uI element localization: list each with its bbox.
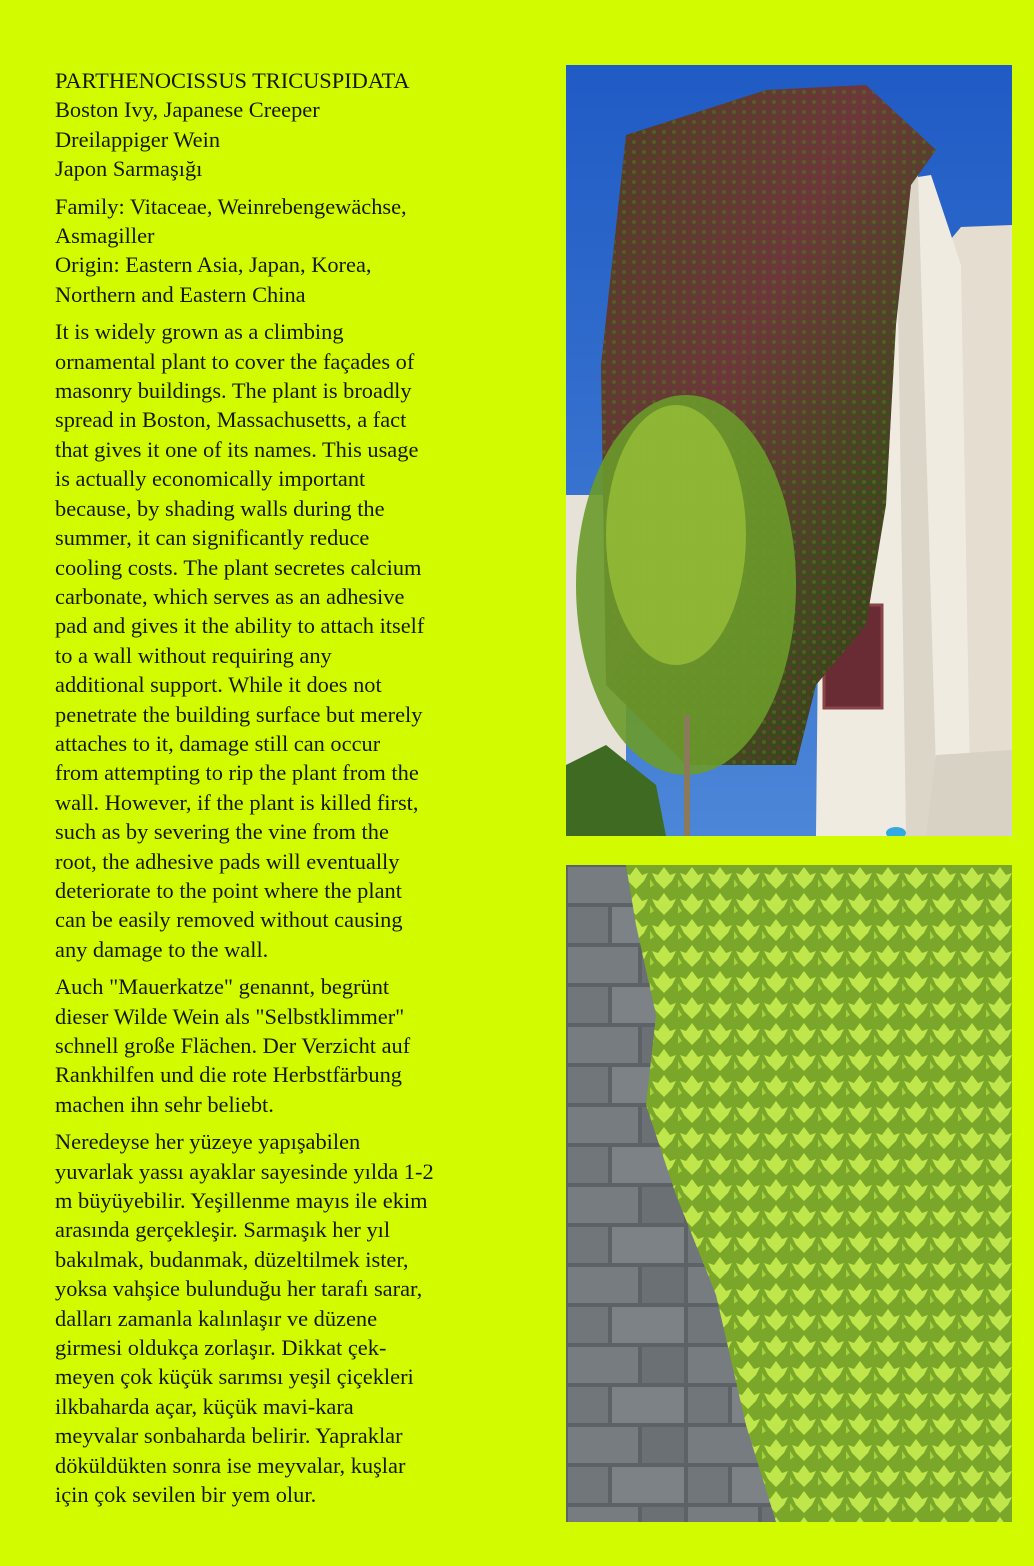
- turkish-paragraph-line: yoksa vahşice bulunduğu her tarafı sarar,: [55, 1276, 423, 1302]
- english-paragraph-line: to a wall without requiring any: [55, 642, 332, 668]
- english-paragraph-line: is actually economically important: [55, 466, 366, 492]
- german-name: Dreilappiger Wein: [55, 126, 221, 152]
- english-paragraph-line: because, by shading walls during the: [55, 495, 385, 521]
- english-paragraph-line: any damage to the wall.: [55, 936, 269, 962]
- english-paragraph-line: spread in Boston, Massachusetts, a fact: [55, 407, 407, 433]
- ivy-wall-photo: [566, 865, 1012, 1522]
- building-ivy-illustration: [566, 65, 1012, 836]
- stairs: [926, 750, 1012, 836]
- turkish-paragraph-line: m büyüyebilir. Yeşillenme mayıs ile ekim: [55, 1188, 428, 1214]
- turkish-paragraph-line: döküldükten sonra ise meyvalar, kuşlar: [55, 1452, 406, 1478]
- turkish-paragraph-line: girmesi oldukça zorlaşır. Dikkat çek-: [55, 1335, 387, 1361]
- family-line: Family: Vitaceae, Weinrebengewächse,: [55, 193, 407, 219]
- german-paragraph-line: Auch "Mauerkatze" genannt, begrünt: [55, 974, 390, 1000]
- turkish-paragraph: [55, 1127, 505, 1509]
- turkish-paragraph-line: dalları zamanla kalınlaşır ve düzene: [55, 1305, 378, 1331]
- english-paragraph-line: that gives it one of its names. This usage: [55, 436, 419, 462]
- family-line: Asmagiller: [55, 223, 155, 249]
- ivy-wall-illustration: [566, 865, 1012, 1522]
- turkish-paragraph-line: için çok sevilen bir yem olur.: [55, 1482, 317, 1508]
- english-paragraph-line: penetrate the building surface but merely: [55, 701, 423, 727]
- english-paragraph-line: It is widely grown as a climbing: [55, 319, 344, 345]
- german-paragraph-line: schnell große Flächen. Der Verzicht auf: [55, 1033, 411, 1058]
- german-paragraph-line: machen ihn sehr beliebt.: [55, 1091, 274, 1117]
- english-paragraph-line: carbonate, which serves as an adhesive: [55, 583, 405, 609]
- english-paragraph-line: masonry buildings. The plant is broadly: [55, 378, 412, 404]
- english-paragraph-line: pad and gives it the ability to attach itself: [55, 613, 425, 639]
- taxonomy-block: [55, 192, 505, 310]
- turkish-paragraph-line: yuvarlak yassı ayaklar sayesinde yılda 1-2: [55, 1158, 434, 1184]
- english-paragraph-line: ornamental plant to cover the façades of: [55, 348, 415, 374]
- english-paragraph-line: wall. However, if the plant is killed first,: [55, 789, 419, 815]
- english-paragraph-line: attaches to it, damage still can occur: [55, 730, 381, 756]
- english-name: Boston Ivy, Japanese Creeper: [55, 97, 320, 123]
- building-ivy-photo: [566, 65, 1012, 836]
- turkish-paragraph-line: ilkbaharda açar, küçük mavi-kara: [55, 1393, 354, 1419]
- english-paragraph-line: from attempting to rip the plant from the: [55, 760, 419, 786]
- plant-names: [55, 66, 505, 184]
- english-paragraph: [55, 317, 505, 964]
- english-paragraph-line: cooling costs. The plant secretes calcium: [55, 554, 422, 580]
- english-paragraph-line: deteriorate to the point where the plant: [55, 877, 402, 903]
- tree-trunk: [684, 715, 690, 836]
- turkish-paragraph-line: bakılmak, budanmak, düzeltilmek ister,: [55, 1246, 409, 1272]
- turkish-paragraph-line: arasında gerçekleşir. Sarmaşık her yıl: [55, 1217, 391, 1243]
- english-paragraph-line: can be easily removed without causing: [55, 907, 403, 933]
- text-column: [55, 66, 505, 1518]
- turkish-paragraph-line: Neredeyse her yüzeye yapışabilen: [55, 1129, 361, 1155]
- turkish-paragraph-line: meyvalar sonbaharda belirir. Yapraklar: [55, 1423, 403, 1449]
- english-paragraph-line: additional support. While it does not: [55, 672, 382, 698]
- german-paragraph-line: dieser Wilde Wein als "Selbstklimmer": [55, 1003, 405, 1029]
- german-paragraph-line: Rankhilfen und die rote Herbstfärbung: [55, 1062, 402, 1088]
- english-paragraph-line: summer, it can significantly reduce: [55, 525, 370, 551]
- tree-foliage-light: [606, 405, 746, 665]
- german-paragraph: [55, 972, 505, 1119]
- origin-line: Northern and Eastern China: [55, 281, 306, 307]
- english-paragraph-line: root, the adhesive pads will eventually: [55, 848, 400, 874]
- turkish-paragraph-line: meyen çok küçük sarımsı yeşil çiçekleri: [55, 1364, 414, 1390]
- turkish-name: Japon Sarmaşığı: [55, 156, 203, 182]
- origin-line: Origin: Eastern Asia, Japan, Korea,: [55, 252, 372, 278]
- latin-name: PARTHENOCISSUS TRICUSPIDATA: [55, 68, 410, 93]
- english-paragraph-line: such as by severing the vine from the: [55, 819, 389, 845]
